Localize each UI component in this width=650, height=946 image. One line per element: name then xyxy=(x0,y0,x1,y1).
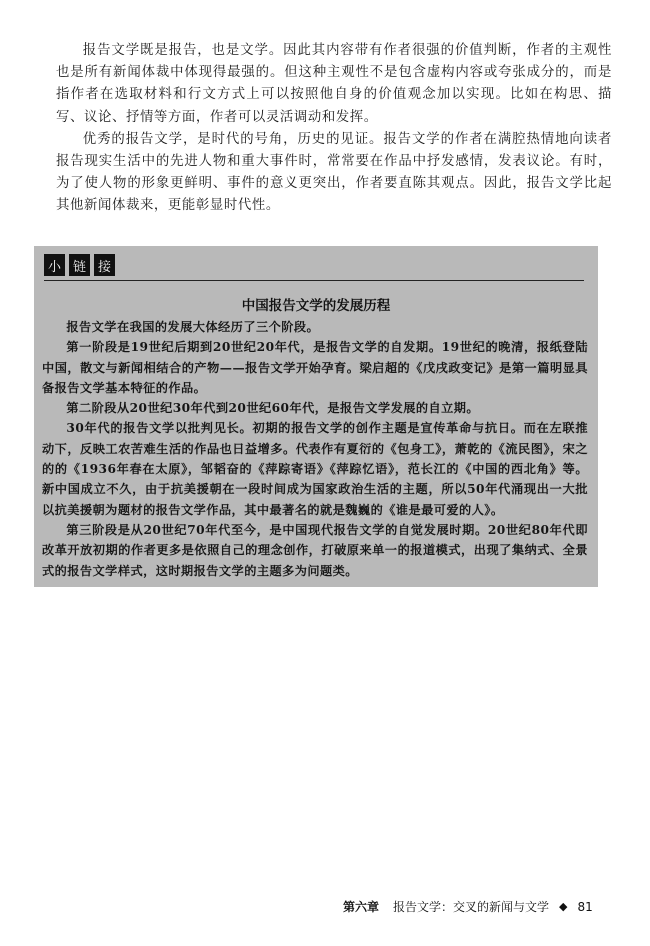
badge: 链 xyxy=(69,254,90,276)
sidebar-box xyxy=(34,246,598,587)
box-title: 中国报告文学的发展历程 xyxy=(241,298,391,314)
paragraph: 优秀的报告文学，是时代的号角，历史的见证。报告文学的作者在满腔热情地向读者报告现实生活中的先进人物和重大事件时，常常要在作品中抒发感情，发表议论。有时，为了使人物的形象更鲜明、事件的意义更突出，作者要直陈其观点。因此，报告文学比起其他新闻体裁来，更能彰显时代性。 xyxy=(56,131,612,214)
badge: 接 xyxy=(94,254,115,276)
badge-group xyxy=(44,254,115,276)
paragraph: 报告文学既是报告，也是文学。因此其内容带有作者很强的价值判断，作者的主观性也是所有新闻体裁中体现得最强的。但这种主观性不是包含虚构内容或夸张成分的，而是指作者在选取材料和行文方式上可以按照他自身的价值观念加以实现。比如在构思、描写、议论、抒情等方面，作者可以灵活调动和发挥。 xyxy=(56,43,612,125)
diamond-icon: ◆ xyxy=(559,900,568,913)
paragraph: 30年代的报告文学以批判见长。初期的报告文学的创作主题是宣传革命与抗日。而在左联推动下，反映工农苦难生活的作品也日益增多。代表作有夏衍的《包身工》，萧乾的《流民图》，宋之的的《1936年春在太原》，邹韬奋的《萍踪寄语》《萍踪忆语》，范长江的《中国的西北角》等。新中国成立不久，由于抗美援朝在一段时间成为国家政治生活的主题，所以50年代涌现出一大批以抗美援朝为题材的报告文学作品，其中最著名的就是魏巍的《谁是最可爱的人》。 xyxy=(42,421,588,517)
paragraph: 报告文学在我国的发展大体经历了三个阶段。 xyxy=(66,320,320,334)
paragraph: 第二阶段从20世纪30年代到20世纪60年代，是报告文学发展的自立期。 xyxy=(66,401,480,416)
badge: 小 xyxy=(44,254,65,276)
paragraph: 第三阶段是从20世纪70年代至今，是中国现代报告文学的自觉发展时期。20世纪80年代即改革开放初期的作者更多是依照自己的理念创作，打破原来单一的报道模式，出现了集纳式、全景式的报告文学样式，这时期报告文学的主题多为问题类。 xyxy=(42,522,588,578)
paragraph: 第一阶段是19世纪后期到20世纪20年代，是报告文学的自发期。19世纪的晚清，报纸登陆中国，散文与新闻相结合的产物——报告文学开始孕育。梁启超的《戊戌政变记》是第一篇明显具备报告文学基本特征的作品。 xyxy=(42,340,588,395)
chapter-title: 报告文学：交叉的新闻与文学 xyxy=(393,900,550,914)
divider xyxy=(44,280,584,281)
page-footer xyxy=(343,898,593,915)
chapter-label: 第六章 xyxy=(343,900,380,914)
page-number: 81 xyxy=(577,899,593,914)
main-text xyxy=(56,40,612,218)
box-body xyxy=(42,317,588,581)
